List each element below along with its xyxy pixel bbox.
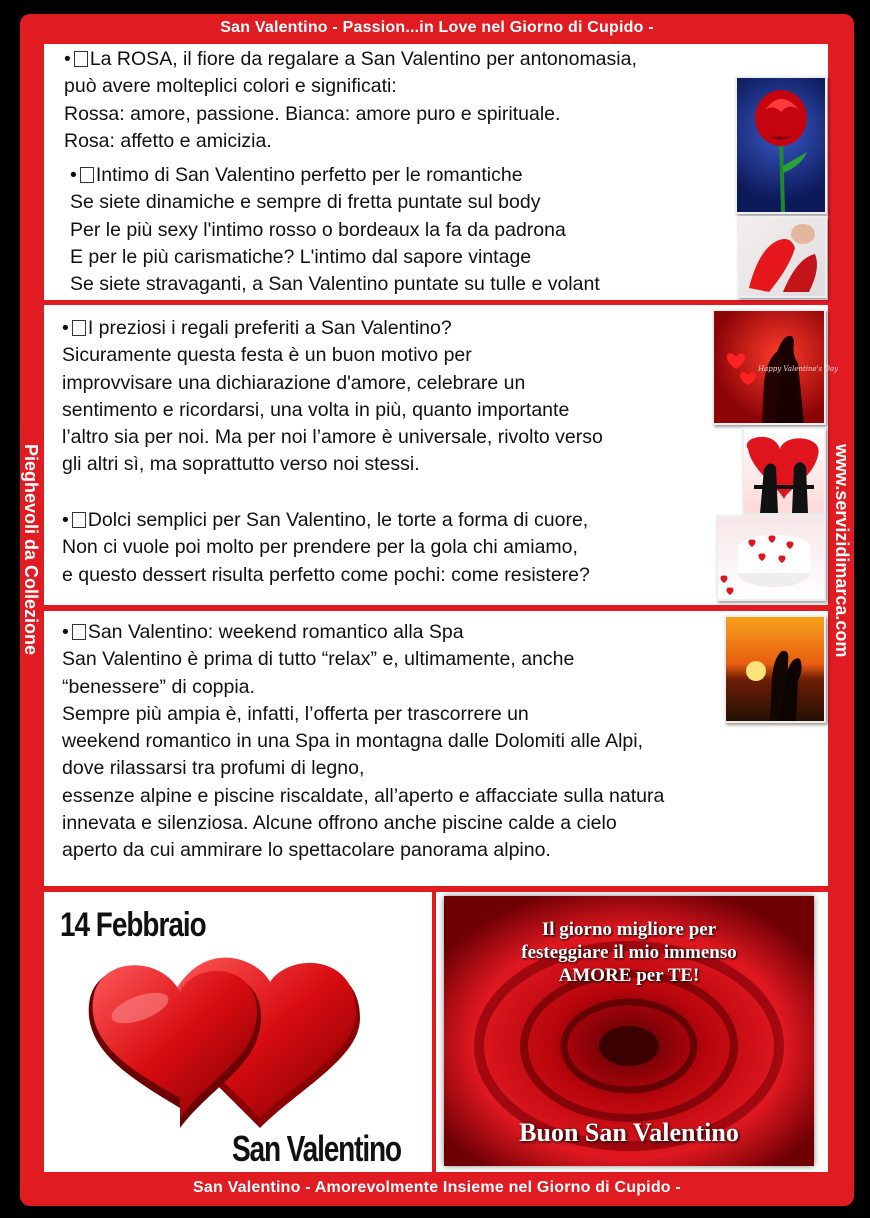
panel-hearts	[44, 892, 432, 1172]
spa-line: innevata e silenziosa. Alcune offrono anche piscine calde a cielo	[62, 812, 617, 835]
dolci-line: Non ci vuole poi molto per prendere per la gola chi amiamo,	[62, 536, 578, 559]
lingerie-photo	[737, 216, 827, 298]
panel-preziosi-dolci	[44, 305, 839, 605]
sunset-couple-photo	[724, 615, 826, 723]
spa-line: weekend romantico in una Spa in montagna dalle Dolomiti alle Alpi,	[62, 730, 644, 753]
card-line: AMORE per TE!	[558, 965, 700, 986]
intimo-heading: Intimo di San Valentino perfetto per le romantiche	[95, 164, 523, 186]
bullet-icon	[80, 167, 94, 183]
dolci-heading: Dolci semplici per San Valentino, le torte a forma di cuore,	[87, 509, 589, 531]
heart-cake-photo	[716, 515, 826, 601]
hearts-icon	[70, 938, 370, 1138]
panel-rosa-intimo	[44, 44, 828, 300]
couple-table-photo	[742, 427, 826, 515]
card-line: festeggiare il mio immenso	[521, 942, 737, 963]
side-text-left: Pieghevoli da Collezione	[21, 444, 41, 656]
rose-greeting-card	[444, 896, 814, 1166]
spa-line: “benessere” di coppia.	[62, 675, 255, 698]
spa-line: Sempre più ampia è, infatti, l’offerta per trascorrere un	[62, 702, 529, 725]
red-rose-photo	[735, 76, 827, 214]
card-bottom-text: Buon San Valentino	[519, 1118, 739, 1147]
intimo-line: Per le più sexy l'intimo rosso o bordeaux la fa da padrona	[70, 218, 566, 241]
rosa-line: può avere molteplici colori e significati:	[64, 75, 397, 98]
bullet-icon	[72, 320, 86, 336]
intimo-line: Se siete dinamiche e sempre di fretta puntate sul body	[70, 191, 541, 214]
rosa-line: Rosa: affetto e amicizia.	[64, 129, 272, 152]
rosa-line: Rossa: amore, passione. Bianca: amore puro e spirituale.	[64, 102, 561, 125]
spa-text: • San Valentino: weekend romantico alla Spa San Valentino è prima di tutto “relax” e, ultimamente, anche “benessere” di coppia. Sempre più ampia è, infatti, l’offerta per trascorrere un weekend romantico in una Spa in montagna dalle Dolomiti alle Alpi, dove rilassarsi tra profumi di legno, essenze alpine e piscine riscaldate, all’aperto e affacciate sulla natura innevata e silenziosa. Alcune offrono anche piscine calde a cielo aperto da cui ammirare lo spettacolare panorama alpino.	[62, 619, 664, 865]
intimo-line: Se siete stravaganti, a San Valentino puntate su tulle e volant	[70, 273, 600, 296]
preziosi-line: l’altro sia per noi. Ma per noi l’amore è universale, rivolto verso	[62, 426, 603, 449]
intimo-text: • Intimo di San Valentino perfetto per le romantiche Se siete dinamiche e sempre di fretta puntate sul body Per le più sexy l'intimo rosso o bordeaux la fa da padrona E per le più carismatiche? L'intimo dal sapore vintage Se siete stravaganti, a San Valentino puntate su tulle e volant	[70, 162, 600, 298]
footer-banner: San Valentino - Amorevolmente Insieme nel Giorno di Cupido -	[193, 1179, 681, 1196]
rosa-heading: La ROSA, il fiore da regalare a San Valentino per antonomasia,	[89, 48, 637, 70]
preziosi-line: sentimento e ricordarsi, una volta in più, quanto importante	[62, 398, 570, 421]
preziosi-line: improvvisare una dichiarazione d'amore, celebrare un	[62, 371, 526, 394]
dolci-text: • Dolci semplici per San Valentino, le torte a forma di cuore, Non ci vuole poi molto per prendere per la gola chi amiamo, e questo dessert risulta perfetto come pochi: come resistere?	[62, 507, 590, 589]
bullet-icon	[72, 624, 86, 640]
hearts-caption: San Valentino	[232, 1128, 401, 1169]
panel-spa	[44, 611, 828, 886]
panel-rose-card	[436, 892, 828, 1172]
bullet-icon	[74, 51, 88, 67]
header-banner: San Valentino - Passion...in Love nel Giorno di Cupido -	[220, 19, 654, 36]
couple-silhouette-photo	[712, 309, 839, 425]
date-title: 14 Febbraio	[60, 906, 206, 944]
preziosi-heading: I preziosi i regali preferiti a San Valentino?	[87, 317, 452, 339]
intimo-line: E per le più carismatiche? L'intimo dal sapore vintage	[70, 245, 532, 268]
preziosi-text: • I preziosi i regali preferiti a San Valentino? Sicuramente questa festa è un buon motivo per improvvisare una dichiarazione d'amore, celebrare un sentimento e ricordarsi, una volta in più, quanto importante l’altro sia per noi. Ma per noi l’amore è universale, rivolto verso gli altri sì, ma soprattutto verso noi stessi.	[62, 315, 603, 479]
spa-line: aperto da cui ammirare lo spettacolare panorama alpino.	[62, 839, 551, 862]
spa-line: dove rilassarsi tra profumi di legno,	[62, 757, 365, 780]
card-top-text	[444, 918, 814, 987]
mini-caption: Happy Valentine's Day	[758, 365, 839, 373]
preziosi-line: gli altri sì, ma soprattutto verso noi stessi.	[62, 453, 420, 476]
card-line: Il giorno migliore per	[541, 919, 717, 940]
spa-line: essenze alpine e piscine riscaldate, all’aperto e affacciate sulla natura	[62, 784, 665, 807]
side-text-right: www.servizidimarca.com	[832, 444, 852, 658]
preziosi-line: Sicuramente questa festa è un buon motivo per	[62, 344, 472, 367]
spa-heading: San Valentino: weekend romantico alla Spa	[87, 621, 464, 643]
rosa-text: • La ROSA, il fiore da regalare a San Valentino per antonomasia, può avere molteplici colori e significati: Rossa: amore, passione. Bianca: amore puro e spirituale. Rosa: affetto e amicizia.	[64, 46, 637, 155]
dolci-line: e questo dessert risulta perfetto come pochi: come resistere?	[62, 563, 590, 586]
bullet-icon	[72, 512, 86, 528]
spa-line: San Valentino è prima di tutto “relax” e, ultimamente, anche	[62, 648, 575, 671]
